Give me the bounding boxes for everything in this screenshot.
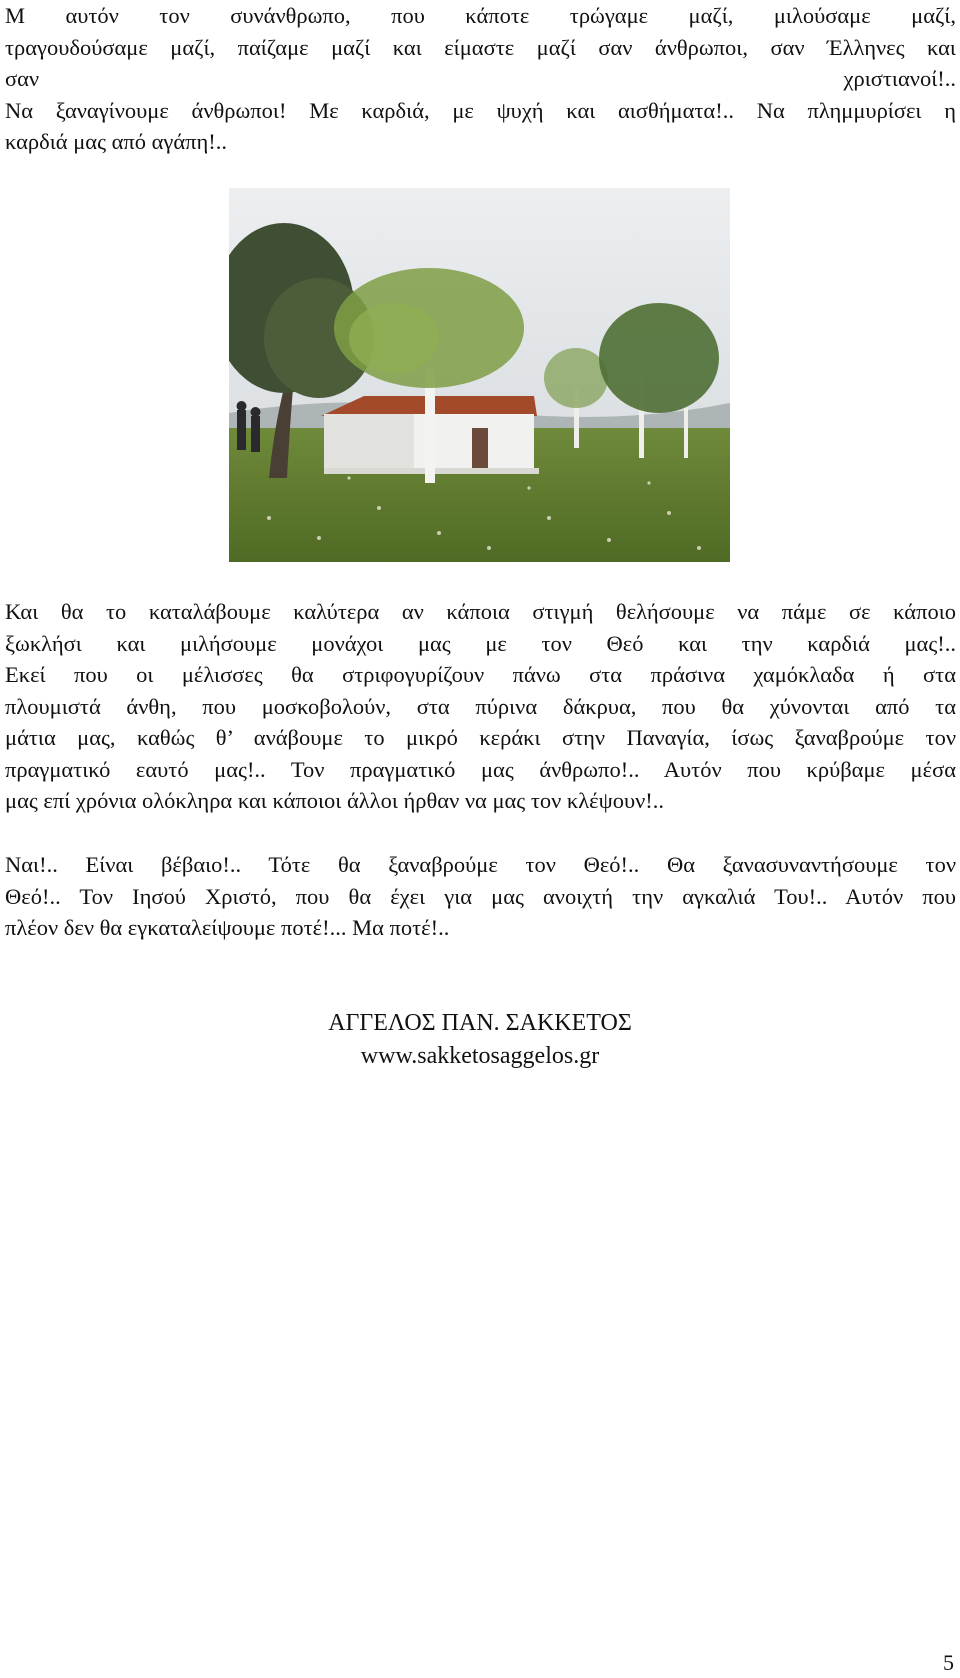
text-line: μάτια μας, καθώς θ’ ανάβουμε το μικρό κεράκι στην Παναγία, ίσως ξαναβρούμε τον: [5, 725, 956, 750]
page-number: 5: [943, 1650, 954, 1675]
text-line: Να ξαναγίνουμε άνθρωποι! Με καρδιά, με ψυχή και αισθήματα!.. Να πλημμυρίσει η: [5, 97, 956, 123]
text-line: σαν χριστιανοί!..: [5, 66, 956, 91]
author-website: www.sakketosaggelos.gr: [360, 1043, 600, 1069]
text-line: Εκεί που οι μέλισσες θα στριφογυρίζουν πάνω στα πράσινα χαμόκλαδα ή στα: [5, 662, 956, 687]
text-line: πλέον δεν θα εγκαταλείψουμε ποτέ!... Μα ποτέ!..: [5, 915, 450, 940]
paragraph-2: [5, 596, 956, 817]
text-line: Και θα το καταλάβουμε καλύτερα αν κάποια στιγμή θελήσουμε να πάμε σε κάποιο: [5, 599, 956, 624]
text-line: ξωκλήσι και μιλήσουμε μονάχοι μας με τον Θεό και την καρδιά μας!..: [5, 630, 956, 656]
author-name: ΑΓΓΕΛΟΣ ΠΑΝ. ΣΑΚΚΕΤΟΣ: [328, 1010, 632, 1036]
text-line: μας επί χρόνια ολόκληρα και κάποιοι άλλοι ήρθαν να μας τον κλέψουν!..: [5, 788, 665, 813]
text-line: Μ αυτόν τον συνάνθρωπο, που κάποτε τρώγαμε μαζί, μιλούσαμε μαζί,: [5, 3, 956, 28]
text-line: πλουμιστά άνθη, που μοσκοβολούν, στα πύρινα δάκρυα, που θα χύνονται από τα: [5, 693, 956, 719]
chapel-photo-illustration: [229, 188, 730, 562]
paragraph-1: [5, 0, 956, 158]
chapel-door: [472, 428, 488, 472]
paragraph-3: [5, 849, 956, 944]
text-line: Ναι!.. Είναι βέβαιο!.. Τότε θα ξαναβρούμε τον Θεό!.. Θα ξανασυναντήσουμε τον: [5, 852, 956, 877]
chapel-photo: [229, 188, 730, 562]
text-line: πραγματικό εαυτό μας!.. Τον πραγματικό μας άνθρωπο!.. Αυτόν που κρύβαμε μέσα: [5, 756, 956, 782]
text-line: καρδιά μας από αγάπη!..: [5, 129, 228, 154]
text-line: τραγουδούσαμε μαζί, παίζαμε μαζί και είμαστε μαζί σαν άνθρωποι, σαν Έλληνες και: [5, 34, 956, 60]
text-line: Θεό!.. Τον Ιησού Χριστό, που θα έχει για μας ανοιχτή την αγκαλιά Του!.. Αυτόν που: [5, 883, 956, 909]
